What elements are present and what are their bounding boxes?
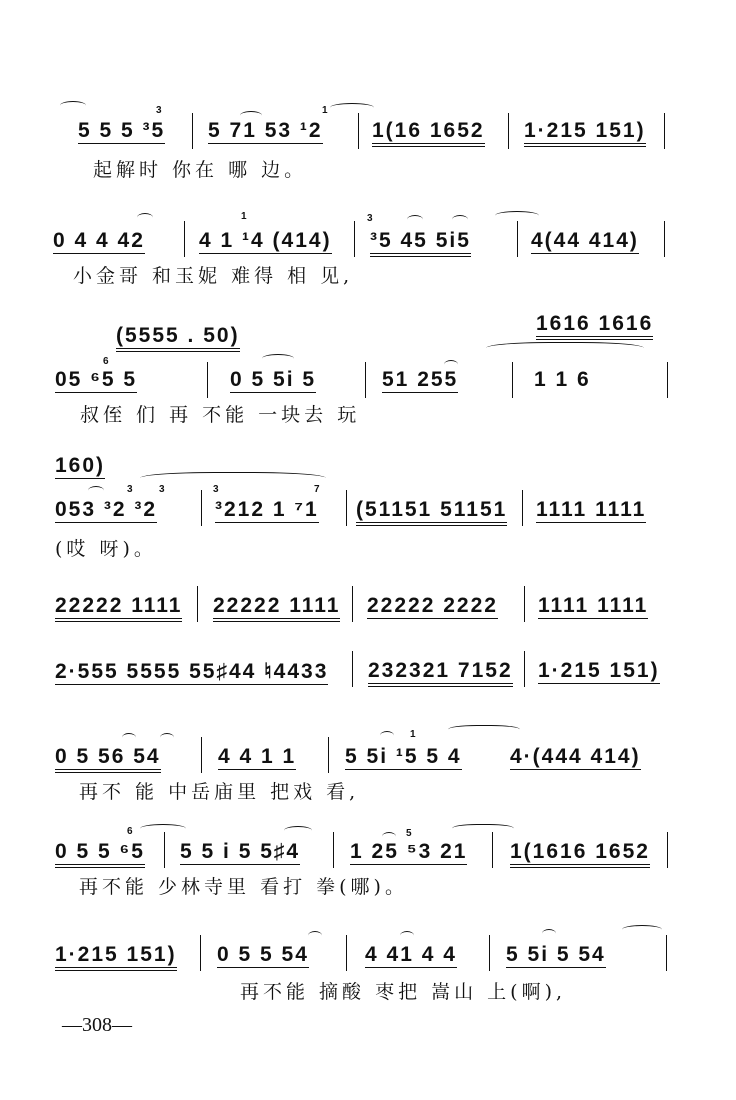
slur-mark [122, 733, 136, 742]
barline [328, 737, 329, 773]
barline [358, 113, 359, 149]
barline [346, 490, 347, 526]
measure: 1·215 151) [55, 943, 177, 977]
lyrics: 小金哥 和玉妮 难得 相 见, [73, 265, 354, 287]
measure: 053 ³2 ³2 [55, 498, 158, 521]
measure: 22222 2222 [367, 594, 498, 617]
measure: 1(1616 1652 [510, 840, 650, 874]
measure: 4·(444 414) [510, 745, 641, 768]
measure: 4 4 1 1 [218, 745, 297, 768]
grace-note: 1 [322, 105, 328, 116]
tie-mark [60, 101, 86, 110]
slur-mark [407, 215, 423, 224]
barline [197, 586, 198, 622]
slur-mark [380, 731, 394, 740]
lyrics: 再不能 摘酸 枣把 嵩山 上(啊), [240, 981, 567, 1003]
measure: 5 5i ¹5 5 4 [345, 745, 462, 768]
barline [522, 490, 523, 526]
slur-mark [284, 826, 312, 835]
measure: 5 71 53 ¹2 [208, 119, 323, 142]
slur-mark [452, 824, 514, 835]
barline [664, 221, 665, 257]
slur-mark [308, 931, 322, 940]
slur-mark [622, 925, 662, 934]
grace-note: 3 [213, 484, 219, 495]
slur-mark [140, 824, 186, 833]
barline [667, 832, 668, 868]
measure: 0 4 4 42 [53, 229, 145, 252]
measure: 51 255 [382, 368, 459, 391]
barline [666, 935, 667, 971]
barline [354, 221, 355, 257]
measure: 1111 1111 [536, 498, 647, 521]
slur-mark [137, 213, 153, 222]
lyrics: 起解时 你在 哪 边。 [93, 159, 308, 181]
barline [201, 737, 202, 773]
measure: 0 5 5 ⁶5 [55, 840, 145, 874]
instrumental-upper: (5555 . 50) [116, 324, 240, 358]
grace-note: 1 [410, 729, 416, 740]
lyrics: 再不 能 中岳庙里 把戏 看, [79, 781, 360, 803]
slur-mark [140, 472, 326, 487]
barline [164, 832, 165, 868]
barline [492, 832, 493, 868]
grace-note: 6 [127, 826, 133, 837]
measure: 1 25 ⁵3 21 [350, 840, 468, 863]
barline [201, 490, 202, 526]
slur-mark [542, 929, 556, 938]
measure: 1111 1111 [538, 594, 649, 617]
lyrics: 再不能 少林寺里 看打 拳(哪)。 [79, 876, 408, 898]
measure: 0 5 5 54 [217, 943, 309, 966]
instrumental-upper: 1616 1616 [536, 312, 653, 346]
grace-note: 7 [314, 484, 320, 495]
grace-note: 3 [367, 213, 373, 224]
measure: 5 5 5 ³5 [78, 119, 166, 142]
measure: 4 1 ¹4 (414) [199, 229, 332, 252]
grace-note: 3 [159, 484, 165, 495]
measure: 05 ⁶5 5 [55, 368, 138, 391]
page-number: —308— [62, 1014, 132, 1036]
barline [512, 362, 513, 398]
barline [352, 651, 353, 687]
measure: 1·215 151) [538, 659, 660, 682]
barline [207, 362, 208, 398]
measure: 22222 1111 [213, 594, 340, 628]
measure: 22222 1111 [55, 594, 182, 628]
barline [524, 586, 525, 622]
slur-mark [452, 215, 468, 224]
grace-note: 1 [241, 211, 247, 222]
barline [517, 221, 518, 257]
measure: 5 5i 5 54 [506, 943, 606, 966]
measure: (51151 51151 [356, 498, 507, 532]
grace-note: 6 [103, 356, 109, 367]
measure: 1 1 6 [534, 368, 591, 391]
slur-mark [400, 931, 414, 940]
slur-mark [486, 342, 644, 357]
barline [192, 113, 193, 149]
barline [352, 586, 353, 622]
slur-mark [448, 725, 520, 736]
slur-mark [88, 486, 104, 495]
measure: 5 5 i 5 5♯4 [180, 840, 301, 863]
barline [346, 935, 347, 971]
measure: 1(16 1652 [372, 119, 485, 153]
measure: ³5 45 5i5 [370, 229, 471, 263]
barline [667, 362, 668, 398]
measure: 0 5 56 54 [55, 745, 161, 779]
grace-note: 5 [406, 828, 412, 839]
barline [200, 935, 201, 971]
slur-mark [160, 733, 174, 742]
grace-note: 3 [127, 484, 133, 495]
slur-mark [262, 354, 294, 363]
slur-mark [495, 211, 539, 220]
barline [664, 113, 665, 149]
barline [184, 221, 185, 257]
measure: 232321 7152 [368, 659, 513, 693]
lyrics: (哎 呀)。 [55, 538, 157, 560]
barline [489, 935, 490, 971]
measure: ³212 1 ⁷1 [215, 498, 319, 521]
grace-note: 3 [156, 105, 162, 116]
slur-mark [330, 103, 374, 112]
measure: 2·555 5555 55♯44 ♮4433 [55, 660, 329, 683]
barline [508, 113, 509, 149]
barline [365, 362, 366, 398]
barline [524, 651, 525, 687]
measure: 4(44 414) [531, 229, 639, 252]
measure: 4 41 4 4 [365, 943, 457, 966]
barline [333, 832, 334, 868]
measure: 1·215 151) [524, 119, 646, 153]
instrumental-upper: 160) [55, 454, 106, 477]
measure: 0 5 5i 5 [230, 368, 317, 391]
lyrics: 叔侄 们 再 不能 一块去 玩 [80, 404, 361, 426]
